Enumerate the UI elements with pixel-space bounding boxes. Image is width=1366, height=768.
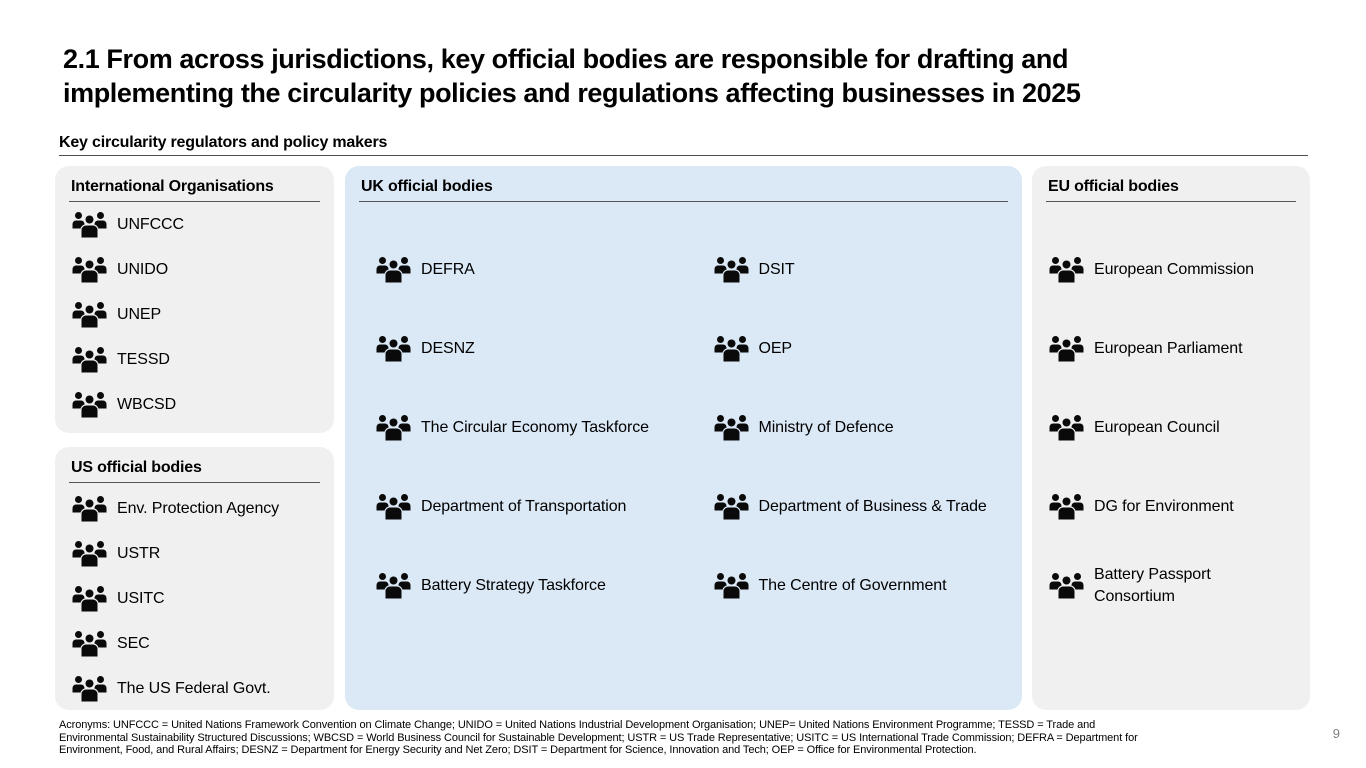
people-group-icon — [375, 256, 412, 283]
list-item — [69, 292, 320, 337]
panel-title-eu: EU official bodies — [1046, 166, 1296, 202]
page-number: 9 — [1332, 726, 1340, 741]
people-group-icon — [375, 414, 412, 441]
people-group-icon — [1048, 414, 1085, 441]
uk-column-2 — [684, 230, 1009, 625]
list-item — [684, 309, 1009, 388]
people-group-icon — [71, 675, 108, 702]
list-item — [359, 309, 684, 388]
item-label: UNIDO — [117, 260, 169, 278]
people-group-icon — [71, 256, 108, 283]
item-label: Battery Strategy Taskforce — [421, 576, 606, 594]
subtitle-rule — [59, 155, 1308, 156]
footer-acronyms — [59, 719, 1138, 757]
item-label: Battery Passport Consortium — [1094, 565, 1211, 605]
panel-international-organisations — [55, 166, 334, 433]
list-item — [359, 546, 684, 625]
list-item — [69, 621, 320, 666]
list-item — [69, 202, 320, 247]
item-label: European Council — [1094, 418, 1220, 436]
footer-line: Environmental Sustainability Structured Discussions; WBCSD = World Business Council for Sustainable Development; USTR = US Trade Representative; USITC = US International Trade Commission; DEFRA = Department for — [59, 731, 1138, 744]
list-item — [1046, 230, 1296, 309]
item-label: European Commission — [1094, 260, 1254, 278]
panel-uk-official-bodies — [345, 166, 1022, 710]
list-item — [359, 230, 684, 309]
eu-list — [1046, 230, 1296, 625]
slide-title-line: 2.1 From across jurisdictions, key official bodies are responsible for drafting and — [63, 44, 1069, 74]
list-item — [684, 546, 1009, 625]
item-label: DESNZ — [421, 339, 475, 357]
people-group-icon — [71, 540, 108, 567]
people-group-icon — [71, 391, 108, 418]
list-item — [359, 388, 684, 467]
slide-title-line: implementing the circularity policies and regulations affecting businesses in 2025 — [63, 78, 1081, 108]
item-label: Ministry of Defence — [758, 418, 894, 436]
list-item — [1046, 467, 1296, 546]
item-label: WBCSD — [117, 395, 177, 413]
list-item — [69, 666, 320, 711]
people-group-icon — [71, 585, 108, 612]
item-label: UNFCCC — [117, 215, 184, 233]
item-label: DG for Environment — [1094, 497, 1234, 515]
item-label: The Centre of Government — [758, 576, 947, 594]
list-item — [684, 388, 1009, 467]
people-group-icon — [71, 630, 108, 657]
list-item — [684, 230, 1009, 309]
people-group-icon — [1048, 493, 1085, 520]
people-group-icon — [713, 493, 750, 520]
list-item — [69, 531, 320, 576]
panel-title-us: US official bodies — [69, 447, 320, 483]
people-group-icon — [1048, 335, 1085, 362]
item-label: USTR — [117, 544, 161, 562]
people-group-icon — [71, 495, 108, 522]
people-group-icon — [713, 256, 750, 283]
slide-subtitle: Key circularity regulators and policy makers — [59, 134, 388, 151]
us-list — [69, 486, 320, 711]
item-label: The US Federal Govt. — [117, 679, 271, 697]
footer-line: Environment, Food, and Rural Affairs; DESNZ = Department for Energy Security and Net Zero; DSIT = Department for Science, Innovation and Tech; OEP = Office for Environmental Protection. — [59, 744, 977, 756]
people-group-icon — [71, 211, 108, 238]
international-list — [69, 202, 320, 427]
item-label: DSIT — [758, 260, 795, 278]
item-label: DEFRA — [421, 260, 475, 278]
slide-title — [63, 42, 1081, 110]
item-label: SEC — [117, 634, 150, 652]
list-item — [1046, 309, 1296, 388]
panel-title-uk: UK official bodies — [359, 166, 1008, 202]
uk-columns — [359, 230, 1008, 625]
item-label: Env. Protection Agency — [117, 499, 280, 517]
people-group-icon — [375, 493, 412, 520]
people-group-icon — [375, 335, 412, 362]
people-group-icon — [1048, 572, 1085, 599]
list-item — [1046, 546, 1296, 625]
item-label: The Circular Economy Taskforce — [421, 418, 649, 436]
list-item — [359, 467, 684, 546]
footer-line: Acronyms: UNFCCC = United Nations Framework Convention on Climate Change; UNIDO = United Nations Industrial Development Organisation; UNEP= United Nations Environment Programme; TESSD = Trade and — [59, 719, 1096, 731]
list-item — [69, 337, 320, 382]
item-label: TESSD — [117, 350, 170, 368]
people-group-icon — [713, 335, 750, 362]
panel-us-official-bodies — [55, 447, 334, 710]
people-group-icon — [375, 572, 412, 599]
item-label: OEP — [758, 339, 792, 357]
item-label: UNEP — [117, 305, 162, 323]
list-item — [69, 382, 320, 427]
item-label: Department of Business & Trade — [758, 497, 987, 515]
item-label: Department of Transportation — [421, 497, 627, 515]
uk-column-1 — [359, 230, 684, 625]
panel-eu-official-bodies — [1032, 166, 1310, 710]
people-group-icon — [713, 572, 750, 599]
people-group-icon — [71, 301, 108, 328]
people-group-icon — [1048, 256, 1085, 283]
list-item — [69, 247, 320, 292]
panel-title-international: International Organisations — [69, 166, 320, 202]
list-item — [684, 467, 1009, 546]
people-group-icon — [71, 346, 108, 373]
item-label: USITC — [117, 589, 165, 607]
list-item — [69, 486, 320, 531]
people-group-icon — [713, 414, 750, 441]
list-item — [1046, 388, 1296, 467]
item-label: European Parliament — [1094, 339, 1243, 357]
list-item — [69, 576, 320, 621]
